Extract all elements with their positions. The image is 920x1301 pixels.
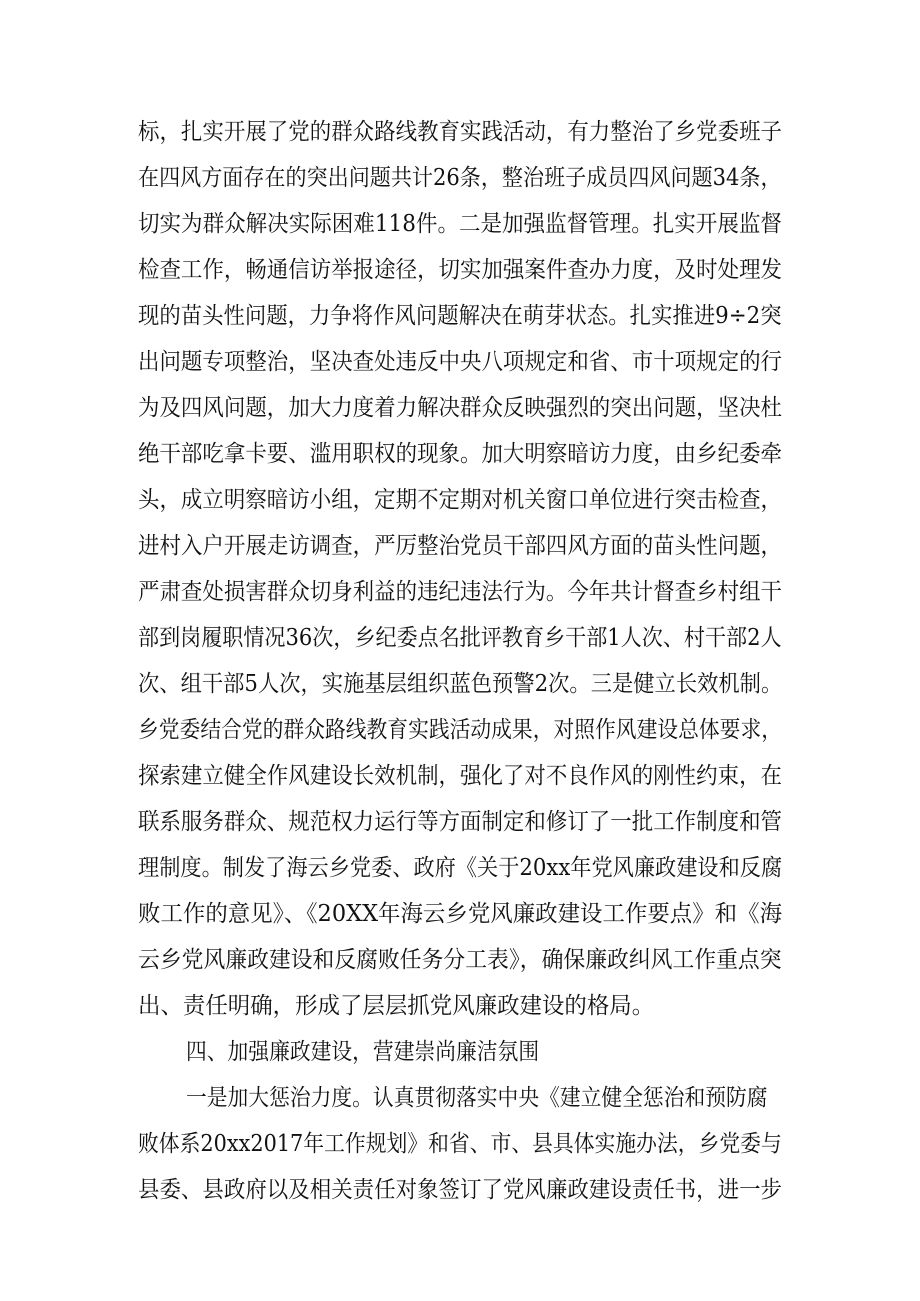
body-text-line: 次、组干部5人次，实施基层组织蓝色预警2次。三是健立长效机制。 bbox=[138, 671, 783, 697]
body-text-line: 检查工作，畅通信访举报途径，切实加强案件查办力度，及时处理发 bbox=[138, 257, 782, 283]
body-text-line: 乡党委结合党的群众路线教育实践活动成果，对照作风建设总体要求， bbox=[138, 717, 782, 743]
body-text-line: 败体系20xx2017年工作规划》和省、市、县具体实施办法，乡党委与 bbox=[138, 1131, 782, 1157]
section-heading: 四、加强廉政建设，营建崇尚廉洁氛围 bbox=[186, 1039, 540, 1065]
body-text-line: 头，成立明察暗访小组，定期不定期对机关窗口单位进行突击检查， bbox=[138, 487, 782, 513]
body-text-line: 联系服务群众、规范权力运行等方面制定和修订了一批工作制度和管 bbox=[138, 809, 782, 835]
body-text-line: 为及四风问题，加大力度着力解决群众反映强烈的突出问题，坚决杜 bbox=[138, 395, 782, 421]
body-text-line: 现的苗头性问题，力争将作风问题解决在萌芽状态。扎实推进9÷2突 bbox=[138, 303, 782, 329]
body-text-line: 理制度。制发了海云乡党委、政府《关于20xx年党风廉政建设和反腐 bbox=[138, 855, 783, 881]
body-text-line: 县委、县政府以及相关责任对象签订了党风廉政建设责任书，进一步 bbox=[138, 1177, 782, 1203]
body-text-line: 败工作的意见》、《20XX年海云乡党风廉政建设工作要点》和《海 bbox=[138, 901, 783, 927]
body-text-line: 绝干部吃拿卡要、滥用职权的现象。加大明察暗访力度，由乡纪委牵 bbox=[138, 441, 782, 467]
body-text-line: 云乡党风廉政建设和反腐败任务分工表》，确保廉政纠风工作重点突 bbox=[138, 947, 782, 973]
body-text-line: 部到岗履职情况36次，乡纪委点名批评教育乡干部1人次、村干部2人 bbox=[138, 625, 782, 651]
body-text-line: 进村入户开展走访调查，严厉整治党员干部四风方面的苗头性问题， bbox=[138, 533, 782, 559]
body-text-line: 标，扎实开展了党的群众路线教育实践活动，有力整治了乡党委班子 bbox=[138, 119, 782, 145]
body-text-line: 一是加大惩治力度。认真贯彻落实中央《建立健全惩治和预防腐 bbox=[186, 1085, 768, 1111]
body-text-line: 出、责任明确，形成了层层抓党风廉政建设的格局。 bbox=[138, 993, 655, 1019]
body-text-line: 在四风方面存在的突出问题共计26条，整治班子成员四风问题34条， bbox=[138, 165, 782, 191]
body-text-line: 切实为群众解决实际困难118件。二是加强监督管理。扎实开展监督 bbox=[138, 211, 782, 237]
body-text-line: 严肃查处损害群众切身利益的违纪违法行为。今年共计督查乡村组干 bbox=[138, 579, 782, 605]
body-text-line: 探索建立健全作风建设长效机制，强化了对不良作风的刚性约束，在 bbox=[138, 763, 782, 789]
body-text-line: 出问题专项整治，坚决查处违反中央八项规定和省、市十项规定的行 bbox=[138, 349, 782, 375]
